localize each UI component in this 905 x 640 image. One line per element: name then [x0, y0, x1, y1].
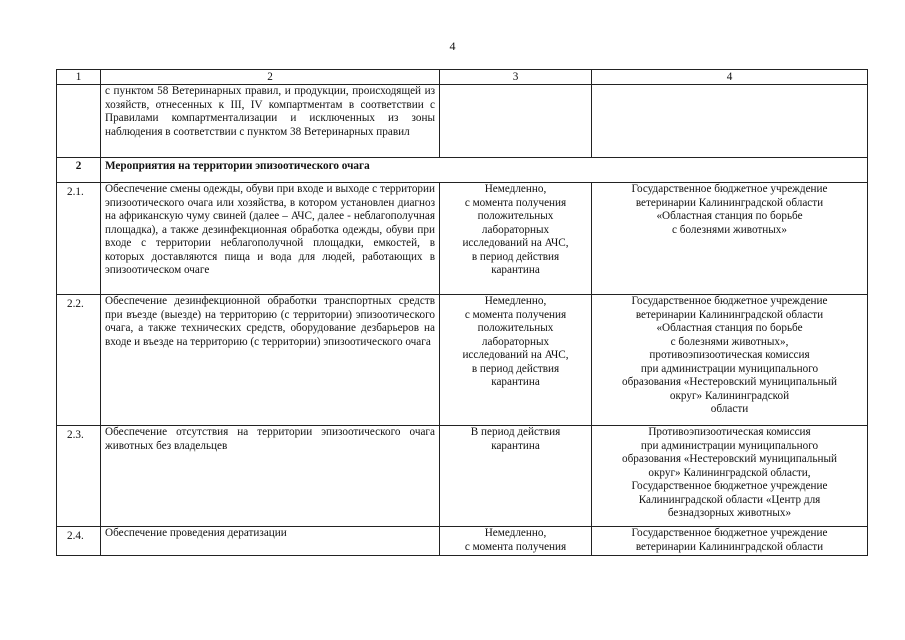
row-deadline: Немедленно, с момента получения [440, 527, 592, 556]
row-number: 2.3. [57, 426, 101, 527]
row-responsible: Государственное бюджетное учреждение ветеринарии Калининградской области «Областная станция по борьбе с болезнями животных», противоэпизоотическая комиссия при администрации муниципального образования «Нестеровский муниципальный округ» Калининградской области [592, 295, 868, 426]
row-number: 2.4. [57, 527, 101, 556]
row-deadline: В период действия карантина [440, 426, 592, 527]
row-number: 2.1. [57, 183, 101, 295]
table-header-row [57, 70, 868, 85]
continuation-num-cell [57, 85, 101, 158]
row-deadline: Немедленно, с момента получения положительных лабораторных исследований на АЧС, в период действия карантина [440, 183, 592, 295]
row-responsible: Противоэпизоотическая комиссия при администрации муниципального образования «Нестеровский муниципальный округ» Калининградской области, Государственное бюджетное учреждение Калининградской области «Центр для безнадзорных животных» [592, 426, 868, 527]
section-row [57, 158, 868, 183]
continuation-row [57, 85, 868, 158]
row-number: 2.2. [57, 295, 101, 426]
table-row [57, 426, 868, 527]
column-header-4: 4 [592, 70, 868, 85]
row-deadline: Немедленно, с момента получения положительных лабораторных исследований на АЧС, в период действия карантина [440, 295, 592, 426]
continuation-deadline-cell [440, 85, 592, 158]
table-row [57, 183, 868, 295]
section-number: 2 [57, 158, 101, 183]
column-header-3: 3 [440, 70, 592, 85]
row-measure: Обеспечение дезинфекционной обработки транспортных средств при въезде (выезде) на территорию (с территории) эпизоотического очага, а также технических средств, оборудование дезбарьеров на входе и въезде на территорию (с территории) эпизоотического очага [101, 295, 440, 426]
table-row [57, 527, 868, 556]
page-number: 4 [449, 39, 456, 53]
row-responsible: Государственное бюджетное учреждение ветеринарии Калининградской области «Областная станция по борьбе с болезнями животных» [592, 183, 868, 295]
column-header-2: 2 [101, 70, 440, 85]
table-row [57, 295, 868, 426]
section-title: Мероприятия на территории эпизоотического очага [101, 158, 868, 183]
row-measure: Обеспечение проведения дератизации [101, 527, 440, 556]
row-measure: Обеспечение отсутствия на территории эпизоотического очага животных без владельцев [101, 426, 440, 527]
column-header-1: 1 [57, 70, 101, 85]
continuation-text: с пунктом 58 Ветеринарных правил, и продукции, происходящей из хозяйств, отнесенных к III, IV компартментам в соответствии с Правилами компартментализации и исключенных из зоны наблюдения в соответствии с пунктом 38 Ветеринарных правил [101, 85, 440, 158]
row-responsible: Государственное бюджетное учреждение ветеринарии Калининградской области [592, 527, 868, 556]
continuation-responsible-cell [592, 85, 868, 158]
measures-table [56, 69, 868, 556]
row-measure: Обеспечение смены одежды, обуви при входе и выходе с территории эпизоотического очага или хозяйства, в котором установлен диагноз на африканскую чуму свиней (далее – АЧС, далее - неблагополучная площадка), а также дезинфекционная обработка одежды, обуви при входе с территории неблагополучной площадки, емкостей, в которых доставляются пища и вода для людей, работающих в эпизоотическом очаге [101, 183, 440, 295]
